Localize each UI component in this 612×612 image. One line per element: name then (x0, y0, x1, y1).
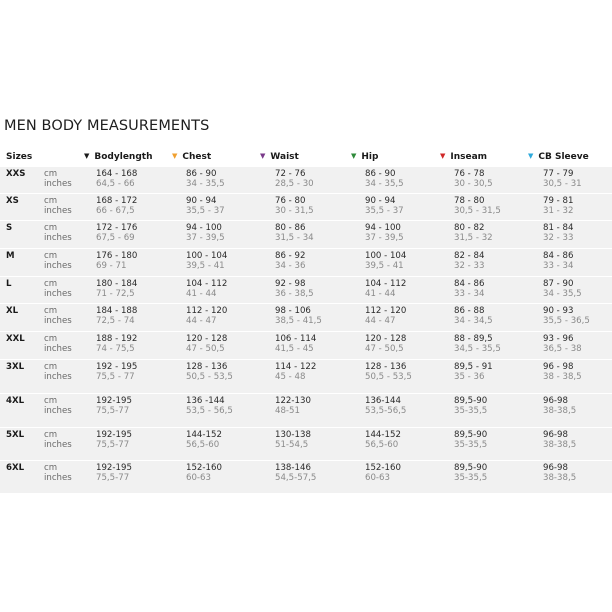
bodylength-inches-value: 75,5 - 77 (96, 372, 135, 382)
header-hip-label: Hip (361, 152, 379, 162)
waist-cm-value: 122-130 (275, 396, 311, 406)
chest-inches-value: 39,5 - 41 (186, 261, 225, 271)
cbsleeve-cm-value: 90 - 93 (543, 306, 574, 316)
inseam-inches-value: 35-35,5 (454, 440, 488, 450)
table-row (0, 221, 612, 248)
chest-cm-value: 86 - 90 (186, 169, 217, 179)
table-row (0, 360, 612, 393)
cbsleeve-cm-value: 96-98 (543, 430, 568, 440)
waist-cm-value: 106 - 114 (275, 334, 317, 344)
bodylength-inches-value: 71 - 72,5 (96, 289, 135, 299)
inseam-cm-value: 78 - 80 (454, 196, 485, 206)
hip-cm-value: 112 - 120 (365, 306, 407, 316)
waist-cm-value: 98 - 106 (275, 306, 311, 316)
cbsleeve-inches-value: 38-38,5 (543, 406, 577, 416)
header-cbsleeve (528, 152, 589, 162)
waist-cm-value: 92 - 98 (275, 279, 306, 289)
chest-cm-value: 90 - 94 (186, 196, 217, 206)
bodylength-inches-value: 69 - 71 (96, 261, 127, 271)
size-label: 5XL (6, 430, 25, 440)
chest-inches-value: 34 - 35,5 (186, 179, 225, 189)
header-cbsleeve-label: CB Sleeve (538, 152, 589, 162)
chest-inches-value: 60-63 (186, 473, 211, 483)
inseam-inches-value: 35 - 36 (454, 372, 485, 382)
waist-inches-value: 31,5 - 34 (275, 233, 314, 243)
bodylength-inches-value: 75,5-77 (96, 473, 130, 483)
cbsleeve-cm-value: 96 - 98 (543, 362, 574, 372)
unit-inches-label: inches (44, 344, 72, 354)
size-label: L (6, 279, 12, 289)
chest-cm-value: 152-160 (186, 463, 222, 473)
bodylength-cm-value: 176 - 180 (96, 251, 138, 261)
inseam-cm-value: 80 - 82 (454, 223, 485, 233)
waist-inches-value: 36 - 38,5 (275, 289, 314, 299)
header-hip (351, 152, 378, 162)
hip-inches-value: 44 - 47 (365, 316, 396, 326)
waist-inches-value: 54,5-57,5 (275, 473, 317, 483)
unit-inches-label: inches (44, 261, 72, 271)
table-row (0, 249, 612, 276)
inseam-inches-value: 31,5 - 32 (454, 233, 493, 243)
chest-cm-value: 120 - 128 (186, 334, 228, 344)
header-waist (260, 152, 299, 162)
bodylength-cm-value: 192-195 (96, 430, 132, 440)
cbsleeve-inches-value: 34 - 35,5 (543, 289, 582, 299)
hip-inches-value: 53,5-56,5 (365, 406, 407, 416)
hip-inches-value: 34 - 35,5 (365, 179, 404, 189)
bodylength-inches-value: 72,5 - 74 (96, 316, 135, 326)
size-label: M (6, 251, 15, 261)
inseam-cm-value: 89,5 - 91 (454, 362, 493, 372)
bodylength-inches-value: 67,5 - 69 (96, 233, 135, 243)
bodylength-cm-value: 164 - 168 (96, 169, 138, 179)
table-row (0, 461, 612, 493)
inseam-inches-value: 35-35,5 (454, 473, 488, 483)
inseam-cm-value: 89,5-90 (454, 430, 488, 440)
unit-cm-label: cm (44, 334, 58, 344)
hip-inches-value: 41 - 44 (365, 289, 396, 299)
header-chest-label: Chest (182, 152, 212, 162)
size-label: XXL (6, 334, 25, 344)
inseam-cm-value: 86 - 88 (454, 306, 485, 316)
unit-cm-label: cm (44, 169, 58, 179)
waist-inches-value: 41,5 - 45 (275, 344, 314, 354)
waist-inches-value: 38,5 - 41,5 (275, 316, 322, 326)
bodylength-cm-value: 168 - 172 (96, 196, 138, 206)
unit-inches-label: inches (44, 289, 72, 299)
hip-cm-value: 136-144 (365, 396, 401, 406)
cbsleeve-inches-value: 35,5 - 36,5 (543, 316, 590, 326)
cbsleeve-inches-value: 36,5 - 38 (543, 344, 582, 354)
hip-inches-value: 37 - 39,5 (365, 233, 404, 243)
table-header (0, 152, 612, 167)
chest-cm-value: 94 - 100 (186, 223, 222, 233)
cbsleeve-inches-value: 38 - 38,5 (543, 372, 582, 382)
unit-cm-label: cm (44, 362, 58, 372)
bodylength-cm-value: 192-195 (96, 463, 132, 473)
header-inseam (440, 152, 487, 162)
table-row (0, 394, 612, 427)
hip-cm-value: 120 - 128 (365, 334, 407, 344)
hip-inches-value: 47 - 50,5 (365, 344, 404, 354)
hip-cm-value: 86 - 90 (365, 169, 396, 179)
hip-cm-value: 128 - 136 (365, 362, 407, 372)
inseam-inches-value: 34 - 34,5 (454, 316, 493, 326)
table-row (0, 304, 612, 331)
cbsleeve-cm-value: 79 - 81 (543, 196, 574, 206)
unit-inches-label: inches (44, 206, 72, 216)
chest-marker-icon: ▼ (172, 152, 178, 160)
inseam-cm-value: 89,5-90 (454, 463, 488, 473)
chest-inches-value: 56,5-60 (186, 440, 220, 450)
unit-inches-label: inches (44, 233, 72, 243)
waist-cm-value: 76 - 80 (275, 196, 306, 206)
unit-inches-label: inches (44, 372, 72, 382)
inseam-inches-value: 30 - 30,5 (454, 179, 493, 189)
waist-cm-value: 114 - 122 (275, 362, 317, 372)
size-label: XL (6, 306, 19, 316)
chest-cm-value: 144-152 (186, 430, 222, 440)
bodylength-inches-value: 75,5-77 (96, 440, 130, 450)
chest-inches-value: 41 - 44 (186, 289, 217, 299)
header-chest (172, 152, 211, 162)
hip-cm-value: 152-160 (365, 463, 401, 473)
cbsleeve-inches-value: 30,5 - 31 (543, 179, 582, 189)
waist-inches-value: 51-54,5 (275, 440, 309, 450)
header-sizes: Sizes (6, 152, 33, 162)
inseam-inches-value: 35-35,5 (454, 406, 488, 416)
header-bodylength-label: Bodylength (94, 152, 153, 162)
size-label: XS (6, 196, 19, 206)
unit-cm-label: cm (44, 196, 58, 206)
bodylength-inches-value: 74 - 75,5 (96, 344, 135, 354)
waist-inches-value: 45 - 48 (275, 372, 306, 382)
bodylength-marker-icon: ▼ (84, 152, 90, 160)
waist-inches-value: 30 - 31,5 (275, 206, 314, 216)
hip-inches-value: 56,5-60 (365, 440, 399, 450)
unit-inches-label: inches (44, 406, 72, 416)
unit-inches-label: inches (44, 179, 72, 189)
chest-cm-value: 100 - 104 (186, 251, 228, 261)
unit-inches-label: inches (44, 473, 72, 483)
cbsleeve-cm-value: 81 - 84 (543, 223, 574, 233)
waist-inches-value: 28,5 - 30 (275, 179, 314, 189)
chest-inches-value: 53,5 - 56,5 (186, 406, 233, 416)
table-row (0, 428, 612, 460)
bodylength-inches-value: 75,5-77 (96, 406, 130, 416)
hip-inches-value: 50,5 - 53,5 (365, 372, 412, 382)
cbsleeve-cm-value: 84 - 86 (543, 251, 574, 261)
header-waist-label: Waist (270, 152, 299, 162)
hip-cm-value: 90 - 94 (365, 196, 396, 206)
chest-cm-value: 112 - 120 (186, 306, 228, 316)
inseam-marker-icon: ▼ (440, 152, 446, 160)
waist-inches-value: 48-51 (275, 406, 300, 416)
unit-cm-label: cm (44, 396, 58, 406)
unit-inches-label: inches (44, 440, 72, 450)
table-row (0, 167, 612, 193)
cbsleeve-inches-value: 31 - 32 (543, 206, 574, 216)
bodylength-cm-value: 192 - 195 (96, 362, 138, 372)
unit-cm-label: cm (44, 223, 58, 233)
cbsleeve-inches-value: 33 - 34 (543, 261, 574, 271)
bodylength-inches-value: 64,5 - 66 (96, 179, 135, 189)
chest-inches-value: 47 - 50,5 (186, 344, 225, 354)
waist-cm-value: 86 - 92 (275, 251, 306, 261)
inseam-inches-value: 32 - 33 (454, 261, 485, 271)
waist-cm-value: 130-138 (275, 430, 311, 440)
size-label: 3XL (6, 362, 25, 372)
bodylength-cm-value: 188 - 192 (96, 334, 138, 344)
chest-cm-value: 104 - 112 (186, 279, 228, 289)
waist-marker-icon: ▼ (260, 152, 266, 160)
hip-cm-value: 94 - 100 (365, 223, 401, 233)
header-inseam-label: Inseam (450, 152, 488, 162)
cbsleeve-inches-value: 32 - 33 (543, 233, 574, 243)
cbsleeve-inches-value: 38-38,5 (543, 473, 577, 483)
inseam-cm-value: 84 - 86 (454, 279, 485, 289)
chest-inches-value: 35,5 - 37 (186, 206, 225, 216)
header-bodylength (84, 152, 153, 162)
cbsleeve-inches-value: 38-38,5 (543, 440, 577, 450)
inseam-inches-value: 34,5 - 35,5 (454, 344, 501, 354)
cbsleeve-cm-value: 96-98 (543, 396, 568, 406)
unit-cm-label: cm (44, 251, 58, 261)
bodylength-cm-value: 192-195 (96, 396, 132, 406)
waist-cm-value: 72 - 76 (275, 169, 306, 179)
cbsleeve-cm-value: 87 - 90 (543, 279, 574, 289)
size-label: 6XL (6, 463, 25, 473)
inseam-cm-value: 82 - 84 (454, 251, 485, 261)
chest-inches-value: 50,5 - 53,5 (186, 372, 233, 382)
hip-cm-value: 104 - 112 (365, 279, 407, 289)
bodylength-cm-value: 172 - 176 (96, 223, 138, 233)
table-row (0, 194, 612, 220)
unit-inches-label: inches (44, 316, 72, 326)
bodylength-cm-value: 184 - 188 (96, 306, 138, 316)
chest-inches-value: 37 - 39,5 (186, 233, 225, 243)
inseam-cm-value: 88 - 89,5 (454, 334, 493, 344)
waist-cm-value: 80 - 86 (275, 223, 306, 233)
size-label: 4XL (6, 396, 25, 406)
cbsleeve-cm-value: 77 - 79 (543, 169, 574, 179)
unit-cm-label: cm (44, 430, 58, 440)
hip-inches-value: 35,5 - 37 (365, 206, 404, 216)
cbsleeve-marker-icon: ▼ (528, 152, 534, 160)
inseam-cm-value: 76 - 78 (454, 169, 485, 179)
table-row (0, 332, 612, 359)
waist-cm-value: 138-146 (275, 463, 311, 473)
cbsleeve-cm-value: 93 - 96 (543, 334, 574, 344)
unit-cm-label: cm (44, 463, 58, 473)
table-row (0, 277, 612, 303)
hip-inches-value: 60-63 (365, 473, 390, 483)
hip-cm-value: 100 - 104 (365, 251, 407, 261)
chest-cm-value: 136 -144 (186, 396, 225, 406)
hip-cm-value: 144-152 (365, 430, 401, 440)
chest-cm-value: 128 - 136 (186, 362, 228, 372)
size-label: S (6, 223, 13, 233)
chest-inches-value: 44 - 47 (186, 316, 217, 326)
bodylength-inches-value: 66 - 67,5 (96, 206, 135, 216)
unit-cm-label: cm (44, 306, 58, 316)
page-title: MEN BODY MEASUREMENTS (4, 118, 210, 134)
size-label: XXS (6, 169, 26, 179)
inseam-inches-value: 30,5 - 31,5 (454, 206, 501, 216)
hip-marker-icon: ▼ (351, 152, 357, 160)
unit-cm-label: cm (44, 279, 58, 289)
hip-inches-value: 39,5 - 41 (365, 261, 404, 271)
bodylength-cm-value: 180 - 184 (96, 279, 138, 289)
waist-inches-value: 34 - 36 (275, 261, 306, 271)
inseam-inches-value: 33 - 34 (454, 289, 485, 299)
cbsleeve-cm-value: 96-98 (543, 463, 568, 473)
inseam-cm-value: 89,5-90 (454, 396, 488, 406)
